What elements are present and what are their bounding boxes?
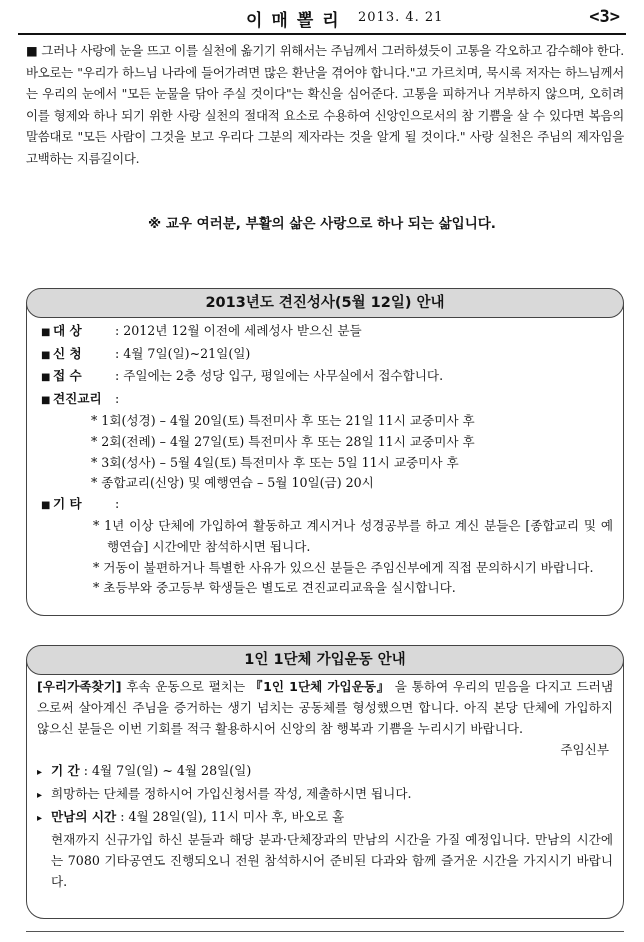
period-row: ▸ 기 간 : 4월 7일(일) ~ 4월 28일(일) <box>37 760 613 783</box>
triangle-bullet-icon: ▸ <box>37 813 43 824</box>
confirmation-heading: 2013년도 견진성사(5월 12일) 안내 <box>26 288 624 318</box>
session-item: * 2회(전례) – 4월 27일(토) 특전미사 후 또는 28일 11시 교중미사 후 <box>91 433 475 449</box>
note-item: * 거동이 불편하거나 특별한 사유가 있으신 분들은 주임신부에게 직접 문의하시기 바랍니다. <box>93 559 594 575</box>
confirmation-notice <box>26 288 624 616</box>
meeting-description: 현재까지 신규가입 하신 분들과 해당 분과·단체장과의 만남의 시간을 가질 예정입니다. 만남의 시간에는 7080 기타공연도 진행되오니 전원 참석하시어 준비된 다과와 함께 즐거운 시간을 가지시기 바랍니다. <box>51 832 613 889</box>
triangle-bullet-icon: ▸ <box>37 790 43 801</box>
intro-paragraph <box>26 40 624 170</box>
footer-divider <box>26 931 624 932</box>
note-item: * 1년 이상 단체에 가입하여 활동하고 계시거나 성경공부를 하고 계신 분들은 [종합교리 및 예행연습] 시간에만 참석하시면 됩니다. <box>93 518 613 554</box>
session-item: * 1회(성경) – 4월 20일(토) 특전미사 후 또는 21일 11시 교중미사 후 <box>91 413 475 429</box>
motto: ※ 교우 여러분, 부활의 삶은 사랑으로 하나 되는 삶입니다. <box>148 216 496 232</box>
header-divider <box>18 33 626 35</box>
square-bullet-icon: ■ <box>41 372 51 384</box>
square-bullet-icon: ■ <box>26 43 38 58</box>
apply-row: ▸ 희망하는 단체를 정하시어 가입신청서를 작성, 제출하시면 됩니다. <box>37 783 613 806</box>
signature-pastor: 주임신부 <box>560 742 609 757</box>
bulletin-title: 이매뽈리 <box>246 11 348 31</box>
session-item: * 3회(성사) – 5월 4일(토) 특전미사 후 또는 5일 11시 교중미사 후 <box>91 454 459 470</box>
bulletin-date: 2013. 4. 21 <box>358 10 444 25</box>
group-heading: 1인 1단체 가입운동 안내 <box>26 645 624 675</box>
session-item: * 종합교리(신앙) 및 예행연습 – 5월 10일(금) 20시 <box>91 475 374 491</box>
info-row-target: ■ 대 상 : 2012년 12월 이전에 세례성사 받으신 분들 <box>41 321 613 344</box>
square-bullet-icon: ■ <box>41 394 51 406</box>
triangle-bullet-icon: ▸ <box>37 767 43 778</box>
info-row-catechism: ■ 견진교리 : <box>41 389 613 412</box>
square-bullet-icon: ■ <box>41 499 51 511</box>
info-row-apply: ■ 신 청 : 4월 7일(일)~21일(일) <box>41 344 613 367</box>
group-join-notice <box>26 645 624 919</box>
square-bullet-icon: ■ <box>41 327 51 338</box>
info-row-etc: ■ 기 타 : <box>41 494 613 517</box>
meeting-row: ▸ 만남의 시간 : 4월 28일(일), 11시 미사 후, 바오로 홀 <box>37 806 613 829</box>
page-header <box>18 4 626 32</box>
intro-text: 그러나 사랑에 눈을 뜨고 이를 실천에 옮기기 위해서는 주님께서 그러하셨듯이 고통을 각오하고 감수해야 한다. 바오로는 "우리가 하느님 나라에 들어가려면 많은 환난을 겪어야 합니다."고 가르치며, 묵시록 저자는 하느님께서는 우리의 눈에서 "모든 눈물을 닦아 주실 것이다"는 확신을 심어준다. 고통을 피하거나 거부하지 않으며, 오히려 이를 형제와 하나 되기 위한 사랑 실천의 절대적 요소로 수용하여 신앙인으로서의 참 기쁨을 살 수 있다면 복음의 말씀대로 "모든 사람이 그것을 보고 우리다 그분의 제자라는 것을 알게 될 것이다." 사랑 실천은 주님의 제자임을 고백하는 지름길이다. <box>26 43 624 166</box>
info-row-reception: ■ 접 수 : 주일에는 2층 성당 입구, 평일에는 사무실에서 접수합니다. <box>41 366 613 389</box>
square-bullet-icon: ■ <box>41 349 51 361</box>
group-intro-paragraph: [우리가족찾기] 후속 운동으로 펼치는 『1인 1단체 가입운동』 을 통하여 우리의 믿음을 다지고 드러냄으로써 살아계신 주님을 증거하는 생기 넘치는 공동체를 형성했으면 합니다. 아직 본당 단체에 가입하지 않으신 분들은 이번 기회를 적극 활용하시어 신앙의 참 행복과 기쁨을 누리시기 바랍니다. <box>37 679 613 736</box>
note-item: * 초등부와 중고등부 학생들은 별도로 견진교리교육을 실시합니다. <box>93 580 456 596</box>
page-number: <3> <box>589 7 620 27</box>
